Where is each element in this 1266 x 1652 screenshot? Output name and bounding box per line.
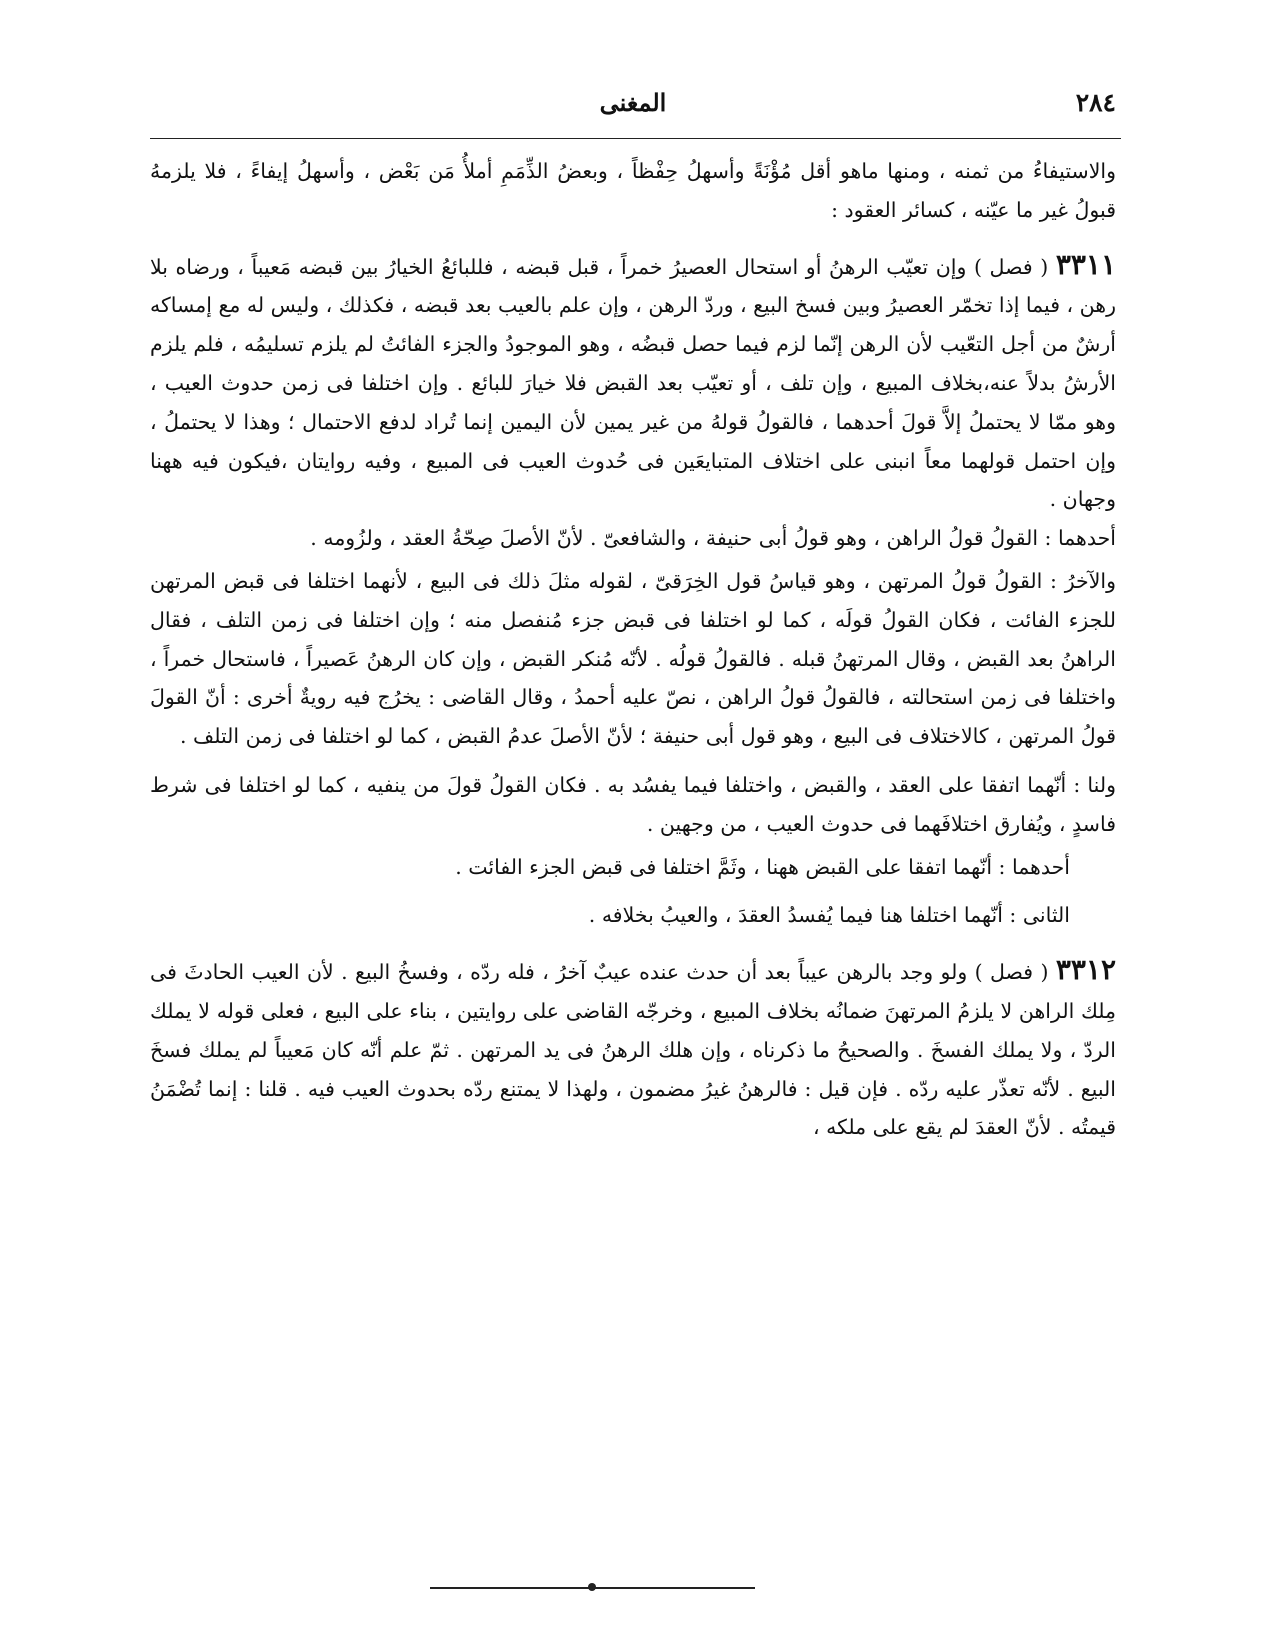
our-view-second-point: الثانى : أنّهما اختلفا هنا فيما يُفسدُ العقدَ ، والعيبُ بخلافه .: [588, 903, 1070, 928]
section-3312-paragraph: [150, 951, 1116, 1147]
intro-paragraph: والاستيفاءُ من ثمنه ، ومنها ماهو أقل مُؤْنَةً وأسهلُ حِفْظاً ، وبعضُ الذِّمَمِ أملأُ مَن بَعْض ، وأسهلُ إيفاءً ، فلا يلزمهُ قبولُ غير ما عيّنه ، كسائر العقود :: [150, 159, 1116, 222]
section-number-3311: ٣٣١١: [1055, 247, 1116, 281]
running-title: المغنى: [599, 88, 667, 117]
header-rule: [150, 138, 1121, 139]
section-3311-text: ( فصل ) وإن تعيّب الرهنُ أو استحال العصيرُ خمراً ، قبل قبضه ، فللبائعُ الخيارُ بين قبضه مَعيباً ، ورضاه بلا رهن ، فيما إذا تخمّر العصيرُ وبين فسخ البيع ، وردّ الرهن ، وإن علم بالعيب بعد قبضه ، فكذلك ، وليس له مع إمساكه أرشٌ من أجل التعّيب لأن الرهن إنّما لزم فيما حصل قبضُه ، وهو الموجودُ والجزء الفائتُ لم يلزم تسليمُه ، فلم يلزم الأرشُ بدلاً عنه،بخلاف المبيع ، وإن تلف ، أو تعيّب بعد القبض فلا خيارَ للبائع . وإن اختلفا فى زمن حدوث العيب ، وهو ممّا لا يحتملُ إلاَّ قولَ أحدهما ، فالقولُ قولهُ من غير يمين لأن اليمين إنما تُراد لدفع الاحتمال ؛ وهذا لا يحتملُ ، وإن احتمل قولهما معاً انبنى على اختلاف المتبايعَين فى حُدوث العيب فى المبيع ، وفيه روايتان ،فيكون فيه ههنا وجهان .: [150, 254, 1116, 512]
page-body: [150, 152, 1116, 1572]
section-number-3312: ٣٣١٢: [1055, 953, 1116, 987]
section-3312-text: ( فصل ) ولو وجد بالرهن عيباً بعد أن حدث عنده عيبٌ آخرُ ، فله ردّه ، وفسخُ البيع . لأن العيب الحادثَ فى مِلك الراهن لا يلزمُ المرتهنَ ضمانُه بخلاف المبيع ، وخرجّه القاضى على روايتين ، بناء على البيع ، فعلى قوله لا يملك الردّ ، ولا يملك الفسخَ . والصحيحُ ما ذكرناه ، وإن هلك الرهنُ فى يد المرتهن . ثمّ علم أنّه كان مَعيباً لم يملك فسخَ البيع . لأنّه تعذّر عليه ردّه . فإن قيل : فالرهنُ غيرُ مضمون ، ولهذا لا يمتنع ردّه بحدوث العيب فيه . قلنا : إنما تُضْمَنُ قيمتُه . لأنّ العقدَ لم يقع على ملكه ،: [150, 960, 1116, 1140]
section-3311-paragraph: [150, 246, 1116, 520]
footer-ornament: [588, 1583, 596, 1591]
second-opinion-paragraph: والآخرُ : القولُ قولُ المرتهن ، وهو قياسُ قول الخِرَقىّ ، لقوله مثلَ ذلك فى البيع ، لأنهما اختلفا فى قبض المرتهن للجزء الفائت ، فكان القولُ قولَه ، كما لو اختلفا فى قبض جزء مُنفصل منه ؛ وإن اختلفا فى زمن التلف ، فقال الراهنُ بعد القبض ، وقال المرتهنُ قبله . فالقولُ قولُه . لأنّه مُنكر القبض ، وإن كان الرهنُ عَصيراً ، فاستحال خمراً ، واختلفا فى زمن استحالته ، فالقولُ قولُ الراهن ، نصّ عليه أحمدُ ، وقال القاضى : يخرُج فيه رويةٌ أخرى : أنّ القولَ قولُ المرتهن ، كالاختلاف فى البيع ، وهو قول أبى حنيفة ؛ لأنّ الأصلَ عدمُ القبض ، كما لو اختلفا فى زمن التلف .: [150, 568, 1116, 749]
page-number: ٢٨٤: [1075, 88, 1116, 117]
our-view-first-point: أحدهما : أنّهما اتفقا على القبض ههنا ، وثَمَّ اختلفا فى قبض الجزء الفائت .: [455, 854, 1070, 879]
our-view-paragraph: ولنا : أنّهما اتفقا على العقد ، والقبض ، واختلفا فيما يفسُد به . فكان القولُ قولَ من ينفيه ، كما لو اختلفا فى شرط فاسدٍ ، ويُفارق اختلافَهما فى حدوث العيب ، من وجهين .: [150, 772, 1116, 836]
page-header: [150, 82, 1116, 132]
first-opinion-paragraph: أحدهما : القولُ قولُ الراهن ، وهو قولُ أبى حنيفة ، والشافعىّ . لأنّ الأصلَ صِحّةُ العقد ، ولزُومه .: [310, 526, 1116, 551]
